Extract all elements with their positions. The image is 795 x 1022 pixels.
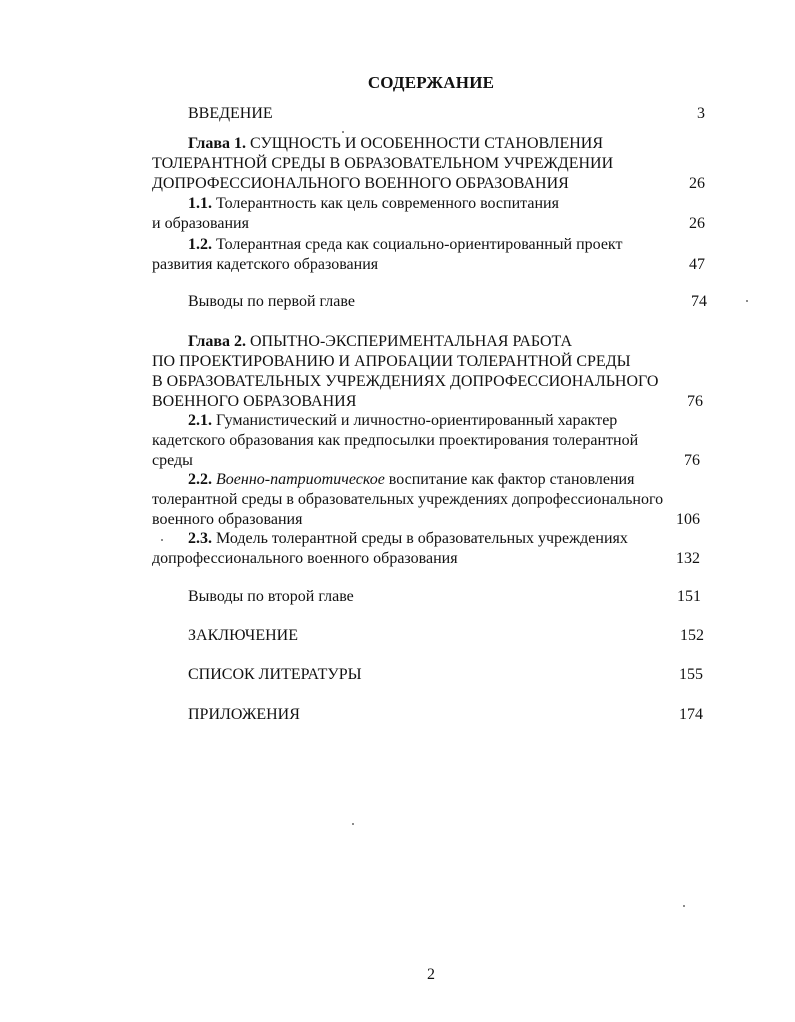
toc-section-1-2-line1 bbox=[188, 235, 622, 255]
scan-speck bbox=[683, 905, 685, 907]
toc-section-2-3-title: Модель толерантной среды в образовательных учреждениях bbox=[212, 530, 628, 547]
toc-section-2-3-line2: допрофессионального военного образования bbox=[152, 550, 458, 567]
toc-chapter2-conclusions-page: 151 bbox=[677, 588, 701, 605]
toc-section-1-1-line1 bbox=[188, 194, 559, 214]
toc-section-2-3-line1 bbox=[188, 529, 628, 549]
toc-chapter1-page: 26 bbox=[689, 175, 705, 192]
toc-chapter2-conclusions: Выводы по второй главе bbox=[188, 588, 354, 605]
toc-chapter2-line4: ВОЕННОГО ОБРАЗОВАНИЯ bbox=[152, 393, 357, 410]
toc-section-1-1-page: 26 bbox=[689, 215, 705, 232]
scan-speck bbox=[746, 300, 748, 302]
toc-section-1-1-line2: и образования bbox=[152, 215, 249, 232]
toc-section-2-2-page: 106 bbox=[676, 511, 700, 528]
toc-section-1-2-title: Толерантная среда как социально-ориентированный проект bbox=[212, 236, 623, 253]
page-title: СОДЕРЖАНИЕ bbox=[367, 73, 495, 92]
toc-chapter1-title-rest: СУЩНОСТЬ И ОСОБЕННОСТИ СТАНОВЛЕНИЯ bbox=[246, 135, 603, 152]
toc-introduction: ВВЕДЕНИЕ bbox=[188, 105, 273, 122]
toc-section-2-3-num: 2.3. bbox=[188, 530, 212, 547]
toc-section-2-1-line3: среды bbox=[152, 452, 193, 469]
toc-section-2-1-num: 2.1. bbox=[188, 412, 212, 429]
toc-chapter2-title-rest: ОПЫТНО-ЭКСПЕРИМЕНТАЛЬНАЯ РАБОТА bbox=[246, 333, 573, 350]
scan-speck bbox=[342, 131, 344, 133]
page-number: 2 bbox=[427, 966, 435, 983]
toc-section-2-2-num: 2.2. bbox=[188, 471, 212, 488]
toc-chapter2-line2: ПО ПРОЕКТИРОВАНИЮ И АПРОБАЦИИ ТОЛЕРАНТНОЙ СРЕДЫ bbox=[152, 353, 631, 370]
toc-references: СПИСОК ЛИТЕРАТУРЫ bbox=[188, 666, 362, 683]
toc-section-2-1-page: 76 bbox=[684, 452, 700, 469]
toc-section-2-1-line2: кадетского образования как предпосылки проектирования толерантной bbox=[152, 432, 639, 449]
toc-chapter1-line1 bbox=[188, 134, 603, 154]
toc-section-2-1-line1 bbox=[188, 411, 617, 431]
toc-references-page: 155 bbox=[679, 666, 703, 683]
toc-chapter2-line3: В ОБРАЗОВАТЕЛЬНЫХ УЧРЕЖДЕНИЯХ ДОПРОФЕССИОНАЛЬНОГО bbox=[152, 373, 659, 390]
toc-chapter2-page: 76 bbox=[687, 393, 703, 410]
scan-speck bbox=[352, 823, 354, 825]
toc-chapter1-line2: ТОЛЕРАНТНОЙ СРЕДЫ В ОБРАЗОВАТЕЛЬНОМ УЧРЕЖДЕНИИ bbox=[152, 155, 614, 172]
toc-section-2-3-page: 132 bbox=[676, 550, 700, 567]
toc-chapter1-conclusions: Выводы по первой главе bbox=[188, 293, 355, 310]
toc-section-2-1-title: Гуманистический и личностно-ориентированный характер bbox=[212, 412, 618, 429]
toc-section-2-2-title-italic: Военно-патриотическое bbox=[212, 471, 385, 488]
toc-introduction-page: 3 bbox=[697, 105, 705, 122]
scan-speck bbox=[161, 539, 163, 541]
toc-section-1-2-num: 1.2. bbox=[188, 236, 212, 253]
toc-section-1-2-line2: развития кадетского образования bbox=[152, 256, 379, 273]
toc-conclusion: ЗАКЛЮЧЕНИЕ bbox=[188, 627, 298, 644]
toc-appendices: ПРИЛОЖЕНИЯ bbox=[188, 706, 300, 723]
toc-chapter2-prefix: Глава 2. bbox=[188, 333, 246, 350]
toc-chapter1-line3: ДОПРОФЕССИОНАЛЬНОГО ВОЕННОГО ОБРАЗОВАНИЯ bbox=[152, 175, 569, 192]
toc-appendices-page: 174 bbox=[679, 706, 703, 723]
toc-section-2-2-line2: толерантной среды в образовательных учреждениях допрофессионального bbox=[152, 491, 664, 508]
toc-section-2-2-line1 bbox=[188, 470, 634, 490]
toc-chapter1-prefix: Глава 1. bbox=[188, 135, 246, 152]
toc-conclusion-page: 152 bbox=[680, 627, 704, 644]
toc-section-2-2-title: воспитание как фактор становления bbox=[384, 471, 635, 488]
toc-section-2-2-line3: военного образования bbox=[152, 511, 303, 528]
toc-section-1-1-title: Толерантность как цель современного воспитания bbox=[212, 195, 559, 212]
toc-chapter1-conclusions-page: 74 bbox=[691, 293, 707, 310]
toc-chapter2-line1 bbox=[188, 332, 572, 352]
toc-section-1-2-page: 47 bbox=[689, 256, 705, 273]
toc-section-1-1-num: 1.1. bbox=[188, 195, 212, 212]
